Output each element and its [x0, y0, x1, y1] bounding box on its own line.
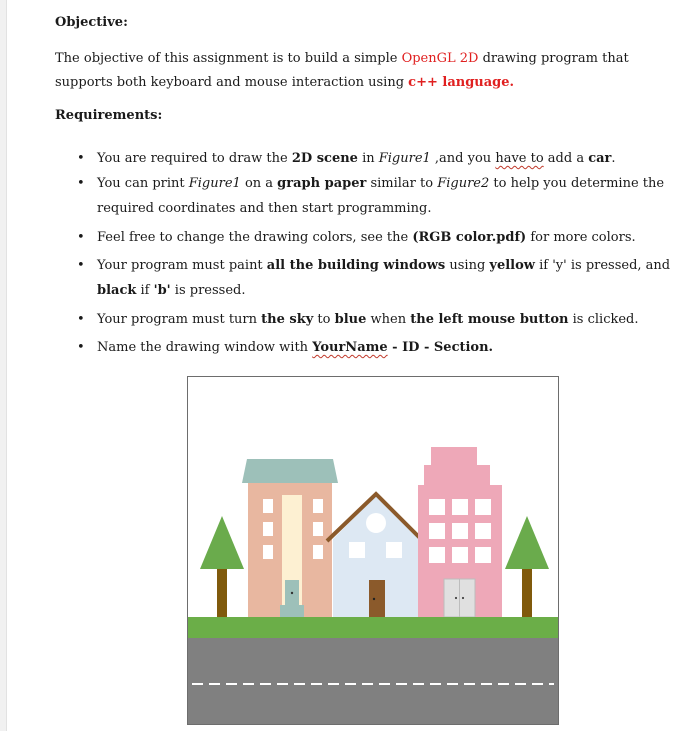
building-left-roof: [242, 459, 338, 483]
window: [475, 547, 491, 563]
window: [263, 545, 273, 559]
req4-b-key: 'b': [153, 283, 171, 298]
requirement-item-2: [97, 171, 675, 221]
window: [263, 499, 273, 513]
window: [452, 499, 468, 515]
road: [188, 638, 558, 724]
window: [429, 547, 445, 563]
req4-text-d: if: [136, 283, 154, 298]
bullet-icon: •: [77, 151, 85, 166]
scene-drawing: [188, 377, 558, 724]
req1-car: car: [588, 151, 612, 166]
left-tree-leaves: [200, 516, 244, 569]
bullet-icon: •: [77, 258, 85, 273]
house-round-window: [366, 513, 386, 533]
building-right-top: [431, 447, 477, 465]
req1-text-b: in: [357, 151, 379, 166]
req2-text-c: similar to: [366, 176, 438, 191]
req5-text-c: when: [366, 312, 411, 327]
requirement-item-5: [97, 307, 675, 332]
req5-text-d: is clicked.: [568, 312, 639, 327]
window: [429, 523, 445, 539]
req6-id-section: - ID - Section.: [387, 340, 494, 355]
requirement-item-3: [97, 225, 675, 250]
building-left-door-knob: [291, 592, 293, 594]
window: [349, 542, 365, 558]
requirement-item-4: [97, 253, 675, 303]
req4-text-e: is pressed.: [170, 283, 246, 298]
req1-period: .: [611, 151, 616, 166]
req2-text-b: on a: [240, 176, 278, 191]
house-door-knob: [373, 598, 375, 600]
req6-yourname: YourName: [312, 340, 388, 355]
req3-text-b: for more colors.: [526, 230, 636, 245]
bullet-icon: •: [77, 340, 85, 355]
window: [452, 547, 468, 563]
building-left-step: [280, 605, 304, 617]
req1-text-a: You are required to draw the: [97, 151, 292, 166]
req4-text-a: Your program must paint: [97, 258, 267, 273]
house-door: [369, 580, 385, 617]
left-tree: [200, 516, 244, 617]
req2-graph-paper: graph paper: [277, 176, 367, 191]
req4-building-windows: all the building windows: [266, 258, 446, 273]
req1-text-c: ,and you: [430, 151, 496, 166]
objective-cpp-language: c++ language.: [408, 75, 515, 90]
building-left: [242, 459, 338, 617]
req5-blue: blue: [334, 312, 367, 327]
req2-figure1: Figure1: [188, 176, 241, 191]
right-tree-leaves: [505, 516, 549, 569]
bullet-icon: •: [77, 312, 85, 327]
window: [429, 499, 445, 515]
req4-text-c: if 'y' is pressed, and: [535, 258, 671, 273]
building-right-windows: [429, 499, 491, 563]
building-right-door-knob: [455, 597, 457, 599]
req1-2d-scene: 2D scene: [291, 151, 358, 166]
req4-yellow: yellow: [489, 258, 535, 273]
window: [313, 545, 323, 559]
right-tree: [505, 516, 549, 617]
req5-left-mouse-button: the left mouse button: [410, 312, 569, 327]
req3-text-a: Feel free to change the drawing colors, see the: [97, 230, 413, 245]
req2-text-a: You can print: [97, 176, 189, 191]
requirement-item-1: [97, 146, 675, 171]
requirements-heading: Requirements:: [55, 108, 163, 123]
grass-strip: [188, 617, 558, 638]
req5-the-sky: the sky: [261, 312, 314, 327]
req1-figure1: Figure1: [378, 151, 431, 166]
window: [313, 522, 323, 536]
requirement-item-6: [97, 335, 675, 360]
objective-paragraph: [55, 47, 677, 95]
objective-opengl-2d: OpenGL 2D: [401, 51, 479, 66]
window: [475, 523, 491, 539]
right-tree-trunk: [522, 569, 532, 617]
req1-text-d: add a: [543, 151, 589, 166]
req5-text-a: Your program must turn: [97, 312, 262, 327]
window: [386, 542, 402, 558]
figure1-scene: [187, 376, 559, 725]
bullet-icon: •: [77, 176, 85, 191]
house-middle: [327, 494, 423, 617]
page-left-margin: [0, 0, 7, 731]
req4-text-b: using: [445, 258, 490, 273]
left-tree-trunk: [217, 569, 227, 617]
req2-text-d: to help you determine the required coordinates and then start programming.: [97, 176, 665, 216]
objective-text-3: drawing program that supports both keyboard and mouse interaction using: [55, 51, 629, 90]
req5-text-b: to: [313, 312, 335, 327]
window: [475, 499, 491, 515]
req6-text-a: Name the drawing window with: [97, 340, 313, 355]
building-right-middle: [424, 465, 490, 485]
window: [452, 523, 468, 539]
req2-figure2: Figure2: [437, 176, 490, 191]
req3-rgb-pdf: (RGB color.pdf): [412, 230, 527, 245]
bullet-icon: •: [77, 230, 85, 245]
req1-have-to: have to: [495, 151, 544, 166]
building-right-door-knob: [462, 597, 464, 599]
objective-text-1: The objective of this assignment is to build a simple: [55, 51, 402, 66]
building-right: [418, 447, 502, 617]
req4-black: black: [97, 283, 137, 298]
objective-heading: Objective:: [55, 15, 128, 30]
window: [263, 522, 273, 536]
window: [313, 499, 323, 513]
